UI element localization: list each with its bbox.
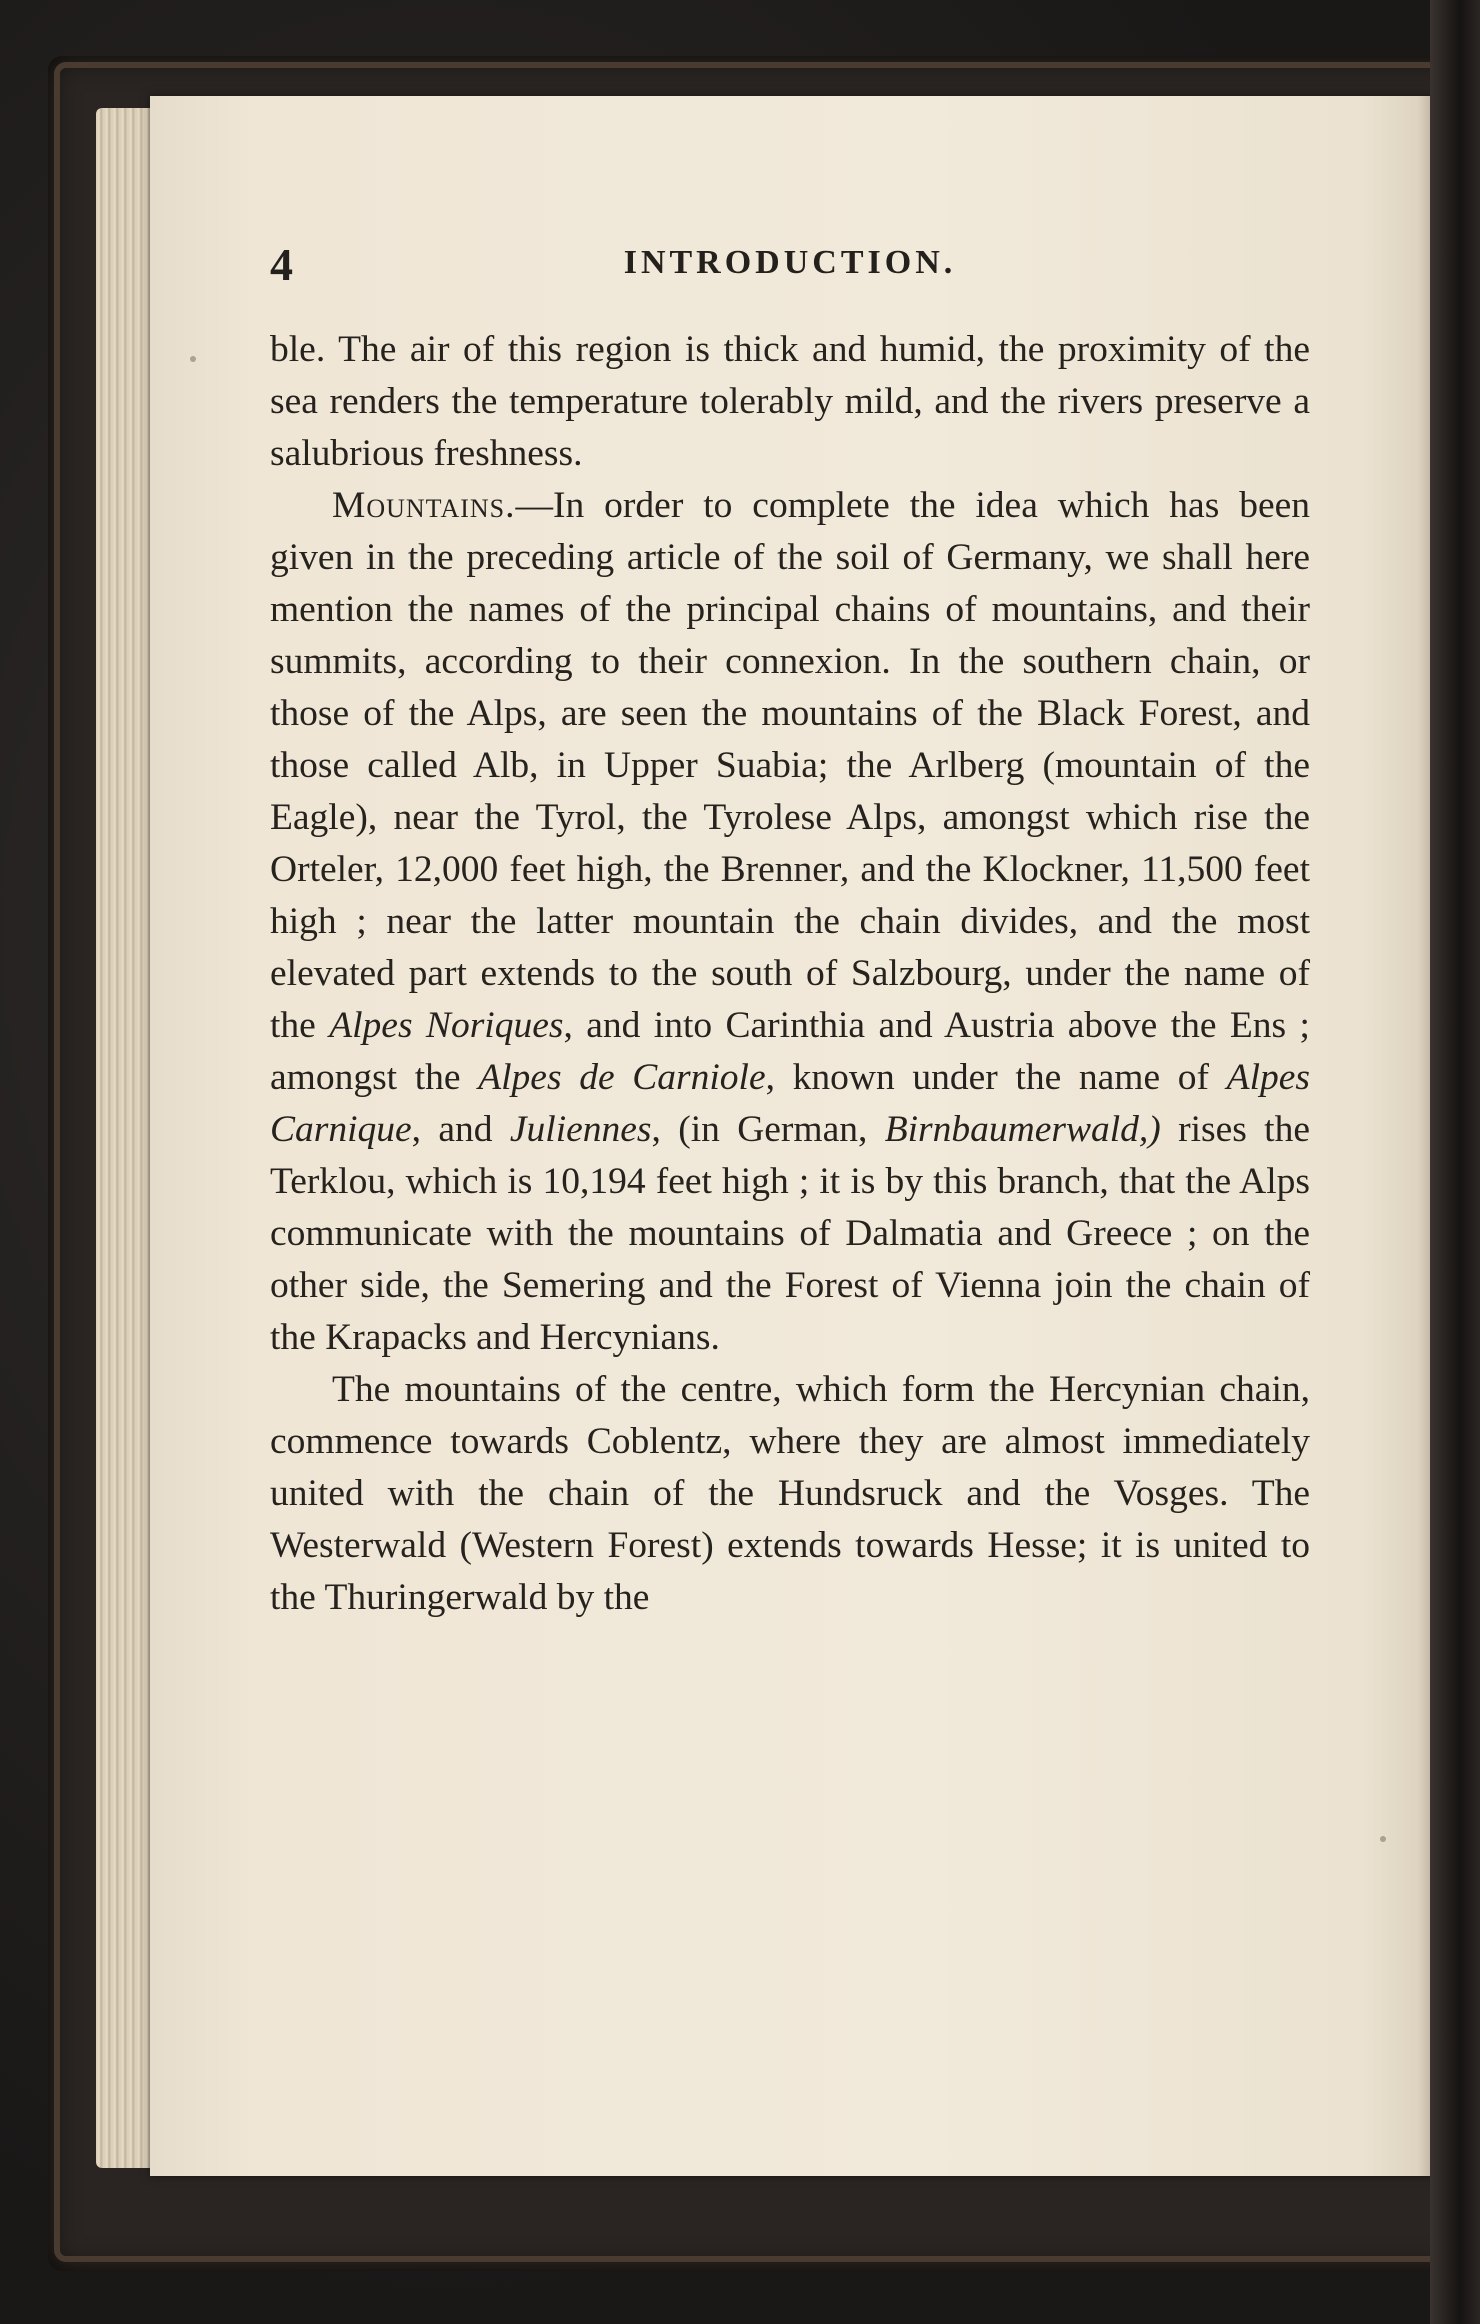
paragraph-2 [270, 480, 1310, 1364]
paragraph-3-text: The mountains of the centre, which form the Hercynian chain, commence towards Coblentz, where they are almost immediately united with the chain of the Hundsruck and the Vosges. The Westerwald (Western Forest) extends towards Hesse; it is united to the Thuringerwald by the [270, 1369, 1310, 1618]
body-text [270, 324, 1310, 1624]
paragraph-2-text-f: rises the Terklou, which is 10,194 feet high ; it is by this branch, that the Alps communicate with the mountains of Dalmatia and Greece ; on the other side, the Semering and the Forest of Vienna join the chain of the Krapacks and Hercynians. [270, 1109, 1310, 1358]
paper-speck [1380, 1836, 1386, 1842]
paragraph-2-text-c: , known under the name of [765, 1057, 1227, 1098]
paragraph-2-text-b: , and into Carinthia and Austria above the Ens ; amongst the [270, 1005, 1310, 1098]
paragraph-3 [270, 1364, 1310, 1624]
paragraph-2-text-e: , (in German, [651, 1109, 885, 1150]
term-juliennes: Juliennes [509, 1109, 652, 1150]
book-page [150, 96, 1440, 2176]
paragraph-2-text-d: , and [411, 1109, 510, 1150]
term-birnbaumerwald: Birnbaumerwald,) [884, 1109, 1161, 1150]
spine-shadow [1430, 0, 1480, 2324]
page-header [270, 238, 1310, 298]
paragraph-2-text-a: —In order to complete the idea which has been given in the preceding article of the soil of Germany, we shall here mention the names of the principal chains of mountains, and their summits, according to their connexion. In the southern chain, or those of the Alps, are seen the mountains of the Black Forest, and those called Alb, in Upper Suabia; the Arlberg (mountain of the Eagle), near the Tyrol, the Tyrolese Alps, amongst which rise the Orteler, 12,000 feet high, the Brenner, and the Klockner, 11,500 feet high ; near the latter mountain the chain divides, and the most elevated part extends to the south of Salzbourg, under the name of the [270, 485, 1310, 1046]
paragraph-1 [270, 324, 1310, 480]
section-heading-mountains: Mountains. [332, 485, 516, 526]
term-alpes-carnique: Alpes Carnique [270, 1057, 1310, 1150]
running-title: INTRODUCTION. [623, 244, 957, 281]
term-alpes-de-carniole: Alpes de Carniole [478, 1057, 766, 1098]
term-alpes-noriques: Alpes Noriques [329, 1005, 564, 1046]
page-number: 4 [270, 239, 293, 290]
paper-speck [190, 356, 196, 362]
paragraph-1-text: ble. The air of this region is thick and humid, the proximity of the sea renders the temperature tolerably mild, and the rivers preserve a salubrious freshness. [270, 329, 1310, 474]
